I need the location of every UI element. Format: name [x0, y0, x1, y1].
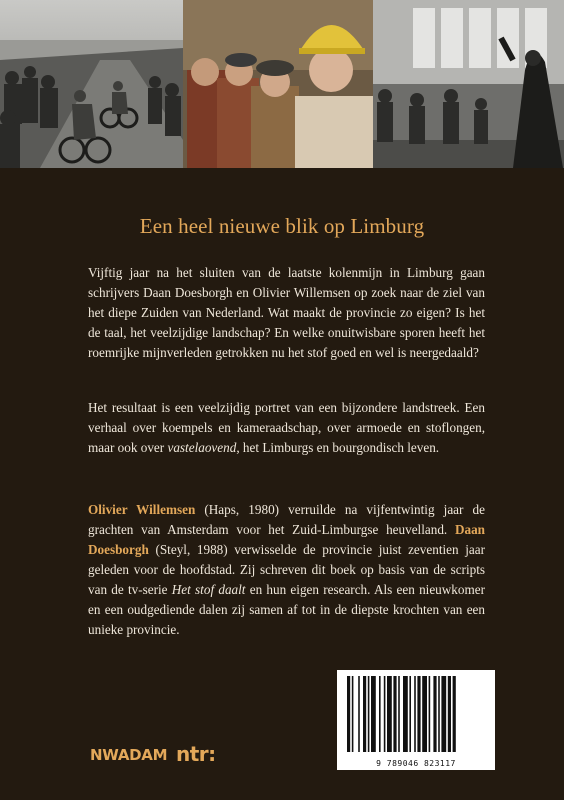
publisher-logo: NWADAM [90, 746, 168, 764]
cyclists-photo [0, 0, 183, 168]
barcode-bar [379, 676, 381, 752]
authors-text-2: (Steyl, 1988) verwisselde de provincie juist zeventien jaar geleden voor de hoofdstad. Zij schreven dit boek op basis van de scripts van de tv-serie [88, 542, 485, 597]
photo-strip [0, 0, 564, 168]
authors-text-3: en hun eigen research. Als een nieuwkomer en een oudgediende dalen zij samen af tot in de diepste krochten van een unieke provincie. [88, 582, 485, 637]
barcode-bar [384, 676, 386, 752]
barcode-bar [387, 676, 392, 752]
barcode-lines [337, 670, 495, 758]
page-title: Een heel nieuwe blik op Limburg [139, 214, 425, 238]
barcode-bar [403, 676, 408, 752]
barcode-bar [371, 676, 376, 752]
miners-photo [183, 0, 373, 168]
barcode-bar [409, 676, 411, 752]
intro-paragraph: Vijftig jaar na het sluiten van de laatste kolenmijn in Limburg gaan schrijvers Daan Doesborgh en Olivier Willemsen op zoek naar de ziel van het diepe Zuiden van Nederland. Wat maakt de provincie zo eigen? Is het de taal, het veelzijdige landschap? En welke onuitwisbare sporen heeft het roemrijke mijnverleden getrokken nu het stof goed en wel is neergedaald? [88, 265, 485, 360]
isbn-number: 9 789046 823117 [376, 759, 456, 768]
barcode-bar [448, 676, 451, 752]
summary-text-start: Het resultaat is een veelzijdig portret van een bijzondere landstreek. Een verhaal over koempels en kameraadschap, over armoede en stoflongen, maar ook over [88, 400, 485, 455]
ntr-logo: ntr: [176, 742, 216, 766]
children-photo [373, 0, 564, 168]
summary-paragraph [88, 398, 485, 458]
barcode-bar [363, 676, 366, 752]
barcode-bar [368, 676, 370, 752]
barcode-bar [429, 676, 431, 752]
barcode-bar [393, 676, 396, 752]
barcode-bar [433, 676, 436, 752]
barcode-bar [352, 676, 354, 752]
barcode-bar [453, 676, 456, 752]
barcode-bar [438, 676, 440, 752]
barcode-bar [422, 676, 427, 752]
barcode-bar [398, 676, 400, 752]
barcode-bar [417, 676, 420, 752]
isbn-barcode [337, 670, 495, 770]
author-daan: Daan Doesborgh [88, 522, 485, 557]
summary-text-end: , het Limburgs en bourgondisch leven. [236, 440, 440, 455]
barcode-bar [414, 676, 416, 752]
barcode-bar [347, 676, 350, 752]
summary-emphasis: vastelaovend [167, 440, 237, 455]
barcode-bar [441, 676, 446, 752]
authors-text-1: (Haps, 1980) verruilde na vijfentwintig jaar de grachten van Amsterdam voor het Zuid-Limburgse heuvelland. [88, 502, 485, 537]
authors-paragraph [88, 500, 485, 640]
series-title: Het stof daalt [171, 582, 246, 597]
author-olivier: Olivier Willemsen [88, 502, 196, 517]
barcode-bar [358, 676, 360, 752]
